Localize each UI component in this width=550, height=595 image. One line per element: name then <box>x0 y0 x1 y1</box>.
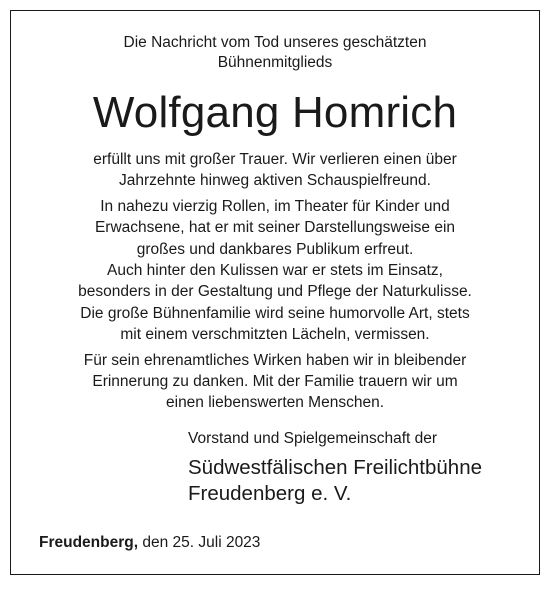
intro-text <box>11 33 539 73</box>
text-line: Jahrzehnte hinweg aktiven Schauspielfreund. <box>119 172 431 190</box>
deceased-name: Wolfgang Homrich <box>92 88 458 137</box>
organization-name <box>188 455 482 507</box>
text-line: Auch hinter den Kulissen war er stets im Einsatz, <box>107 262 443 280</box>
paragraph <box>11 149 539 192</box>
text-line: Für sein ehrenamtliches Wirken haben wir in bleibender <box>83 351 467 369</box>
place: Freudenberg, <box>39 534 139 551</box>
obituary-notice <box>10 10 540 575</box>
text-line: In nahezu vierzig Rollen, im Theater für Kinder und <box>100 197 450 215</box>
paragraph <box>11 196 539 346</box>
date: den 25. Juli 2023 <box>142 534 261 551</box>
intro-line: Bühnenmitglieds <box>217 54 333 71</box>
signature-block <box>188 429 482 507</box>
text-line: besonders in der Gestaltung und Pflege der Naturkulisse. <box>78 283 472 301</box>
place-date <box>39 533 260 553</box>
signature-intro: Vorstand und Spielgemeinschaft der <box>188 430 438 447</box>
text-line: erfüllt uns mit großer Trauer. Wir verlieren einen über <box>93 151 457 168</box>
text-line: einen liebenswerten Menschen. <box>166 394 384 412</box>
body-text <box>11 149 539 418</box>
text-line: Erinnerung zu danken. Mit der Familie trauern wir um <box>92 373 458 391</box>
text-line: Die große Bühnenfamilie wird seine humorvolle Art, stets <box>80 304 470 322</box>
intro-line: Die Nachricht vom Tod unseres geschätzten <box>123 34 427 51</box>
organization-line: Südwestfälischen Freilichtbühne <box>188 456 482 479</box>
text-line: großes und dankbares Publikum erfreut. <box>136 240 414 258</box>
text-line: mit einem verschmitzten Lächeln, vermissen. <box>120 326 430 344</box>
organization-line: Freudenberg e. V. <box>188 482 352 505</box>
paragraph <box>11 350 539 414</box>
text-line: Erwachsene, hat er mit seiner Darstellungsweise ein <box>94 219 456 237</box>
